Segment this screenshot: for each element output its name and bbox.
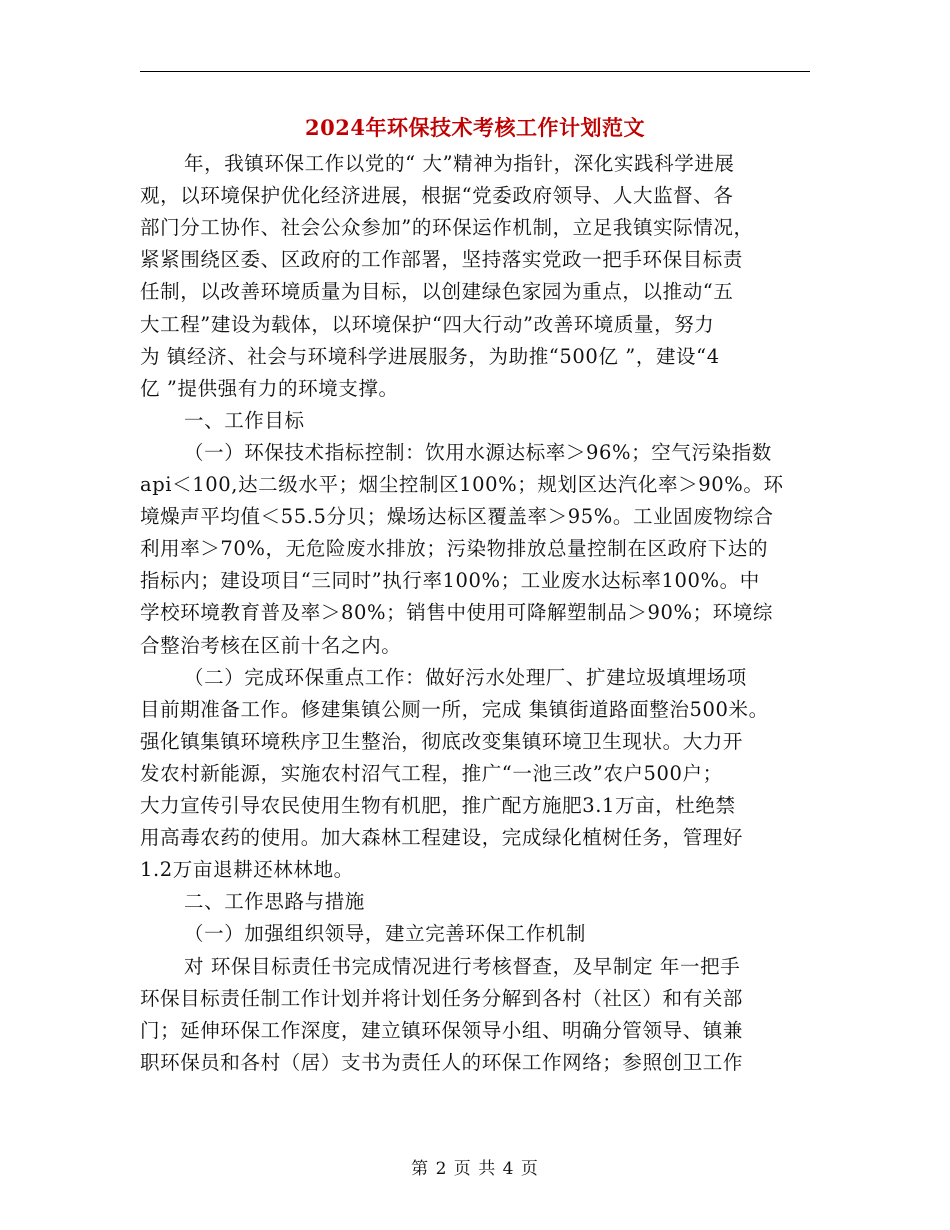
body-line: 发农村新能源，实施农村沼气工程，推广“一池三改”农户500户； <box>140 761 723 785</box>
document-title: 2024年环保技术考核工作计划范文 <box>305 115 645 140</box>
body-line: 一、工作目标 <box>184 408 305 432</box>
body-line: 用高毒农药的使用。加大森林工程建设，完成绿化植树任务，管理好 <box>140 826 744 850</box>
body-line: 亿 ”提供强有力的环境支撑。 <box>140 376 399 400</box>
body-line: 利用率＞70%，无危险废水排放；污染物排放总量控制在区政府下达的 <box>140 537 769 561</box>
body-line: 大工程”建设为载体，以环境保护“四大行动”改善环境质量，努力 <box>140 312 715 336</box>
body-line: 观，以环境保护优化经济进展，根据“党委政府领导、人大监督、各 <box>140 184 734 208</box>
body-line: 1.2万亩退耕还林林地。 <box>140 858 354 882</box>
body-line: 学校环境教育普及率＞80%；销售中使用可降解塑制品＞90%；环境综 <box>140 601 773 625</box>
page-number: 第 2 页 共 4 页 <box>411 1159 539 1179</box>
header-rule <box>140 71 810 72</box>
body-line: 对 环保目标责任书完成情况进行考核督查，及早制定 年一把手 <box>184 954 741 978</box>
body-line: 任制，以改善环境质量为目标，以创建绿色家园为重点，以推动“五 <box>140 280 734 304</box>
body-line: （一）加强组织领导，建立完善环保工作机制 <box>184 922 587 946</box>
body-line: 大力宣传引导农民使用生物有机肥，推广配方施肥3.1万亩，杜绝禁 <box>140 794 736 817</box>
body-line: 部门分工协作、社会公众参加”的环保运作机制，立足我镇实际情况， <box>140 216 754 240</box>
body-line: 境燥声平均值＜55.5分贝；燥场达标区覆盖率＞95%。工业固废物综合 <box>140 505 774 529</box>
body-line: 年，我镇环保工作以党的“ 大”精神为指针，深化实践科学进展 <box>184 152 735 175</box>
body-line: 职环保员和各村（居）支书为责任人的环保工作网络；参照创卫工作 <box>140 1050 744 1074</box>
body-line: api＜100,达二级水平；烟尘控制区100%；规划区达汽化率＞90%。环 <box>140 473 784 496</box>
body-line: 门；延伸环保工作深度，建立镇环保领导小组、明确分管领导、镇兼 <box>140 1018 744 1042</box>
body-line: 合整治考核在区前十名之内。 <box>140 633 402 657</box>
body-line: （一）环保技术指标控制：饮用水源达标率＞96%；空气污染指数 <box>184 440 772 464</box>
body-line: （二）完成环保重点工作：做好污水处理厂、扩建垃圾填埋场项 <box>184 665 747 689</box>
body-line: 紧紧围绕区委、区政府的工作部署，坚持落实党政一把手环保目标责 <box>140 248 744 272</box>
body-line: 指标内；建设项目“三同时”执行率100%；工业废水达标率100%。中 <box>140 569 760 593</box>
body-line: 为 镇经济、社会与环境科学进展服务，为助推“500亿 ”，建设“4 <box>140 344 720 368</box>
body-line: 环保目标责任制工作计划并将计划任务分解到各村（社区）和有关部 <box>140 986 744 1010</box>
body-line: 强化镇集镇环境秩序卫生整治，彻底改变集镇环境卫生现状。大力开 <box>140 729 744 753</box>
body-line: 目前期准备工作。修建集镇公厕一所，完成 集镇街道路面整治500米。 <box>140 697 769 721</box>
body-line: 二、工作思路与措施 <box>184 890 365 914</box>
